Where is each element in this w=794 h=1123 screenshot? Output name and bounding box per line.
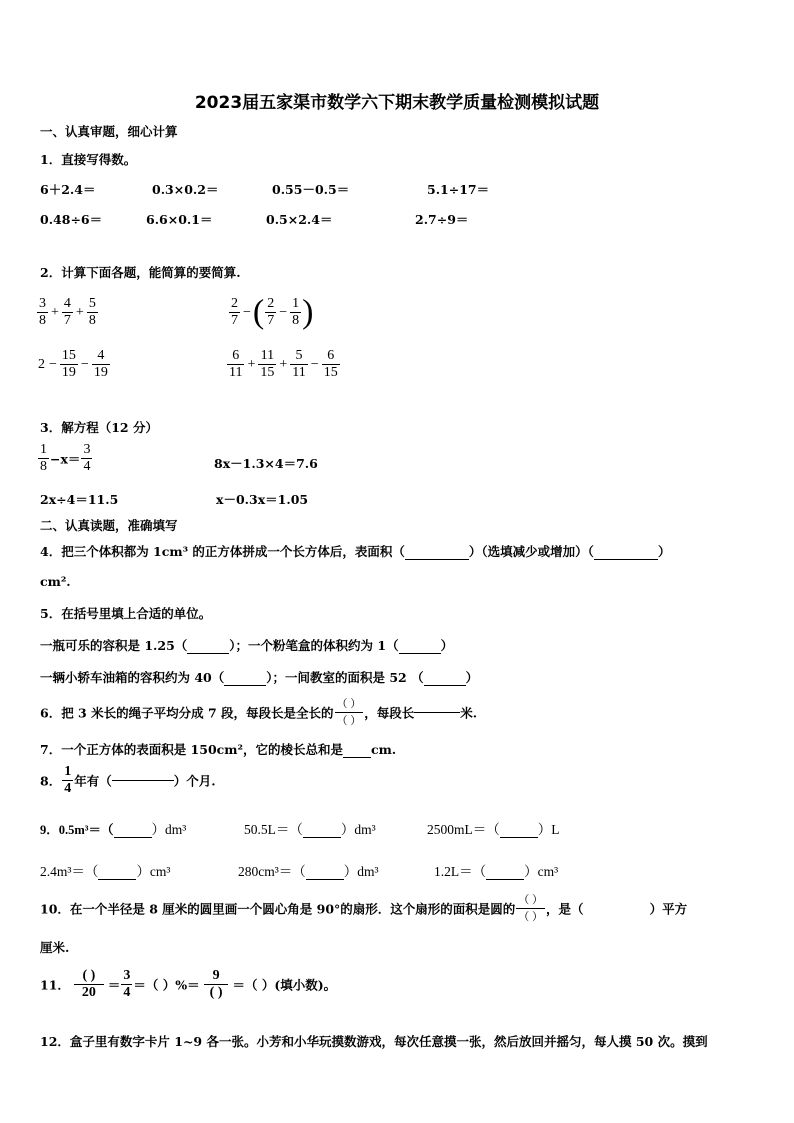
q5-heading: 5．在括号里填上合适的单位。 xyxy=(40,606,212,621)
fraction: $\frac{3}{4}$ xyxy=(83,442,91,474)
fraction: $\frac{3}{4}$ xyxy=(123,968,131,1000)
fraction: $\frac{11}{15}$ xyxy=(260,348,275,380)
fraction: $\frac{5}{11}$ xyxy=(292,348,306,380)
q4-line: 4．把三个体积都为 1cm³ 的正方体拼成一个长方体后，表面积（ ）（选填减少或增加）（ ） xyxy=(40,544,671,559)
q3-equation-2: 8x－1.3×4＝7.6 xyxy=(214,456,318,471)
section-heading-1: 一、认真审题，细心计算 xyxy=(40,124,178,139)
q1-item: 0.3×0.2＝ xyxy=(152,182,219,197)
q1-item: 6＋2.4＝ xyxy=(40,182,96,197)
q10-line: 10．在一个半径是 8 厘米的圆里画一个圆心角是 90°的扇形．这个扇形的面积是圆的 $\frac{( )}{( )}$ ，是（ ）平方 xyxy=(40,894,688,923)
answer-fraction[interactable]: $\frac{( )}{( )}$ xyxy=(336,698,362,727)
answer-blank[interactable] xyxy=(405,559,469,560)
q3-heading: 3．解方程（12 分） xyxy=(40,420,158,435)
answer-blank[interactable] xyxy=(187,653,229,654)
fraction: $\frac{5}{8}$ xyxy=(88,296,96,328)
q6-line: 6．把 3 米长的绳子平均分成 7 段，每段长是全长的 $\frac{( )}{( )}$ ，每段长 米. xyxy=(40,698,478,727)
q8-line: 8． $\frac{1}{4}$ 年有（ ）个月. xyxy=(40,764,216,796)
q7-line: 7．一个正方体的表面积是 150cm²，它的棱长总和是 cm. xyxy=(40,742,397,757)
answer-blank[interactable] xyxy=(306,879,344,880)
q10-unit: 厘米. xyxy=(40,940,70,955)
q9-item: 280cm³＝（ ）dm³ xyxy=(238,864,379,879)
fraction: $\frac{2}{7}$ xyxy=(267,296,275,328)
q2-heading: 2．计算下面各题，能简算的要简算. xyxy=(40,265,241,280)
q12-line: 12．盒子里有数字卡片 1~9 各一张。小芳和小华玩摸数游戏，每次任意摸一张，然后放回并摇匀，每人摸 50 次。摸到 xyxy=(40,1034,708,1049)
q1-item: 6.6×0.1＝ xyxy=(146,212,213,227)
answer-fraction[interactable]: $\frac{( )}{20}$ xyxy=(74,968,104,1001)
fraction: $\frac{15}{19}$ xyxy=(61,348,76,380)
fraction: $\frac{1}{8}$ xyxy=(292,296,300,328)
q2-expression-2: $\frac{2}{7}$ −( $\frac{2}{7}$ − $\frac{1}{8}$ ) xyxy=(231,293,314,331)
fraction: $\frac{1}{8}$ xyxy=(40,442,47,474)
q3-equation-1: $\frac{1}{8}$ −x＝ $\frac{3}{4}$ xyxy=(40,442,91,474)
q2-expression-3: 2 − $\frac{15}{19}$ − $\frac{4}{19}$ xyxy=(38,348,108,380)
q4-unit: cm². xyxy=(40,574,71,589)
q1-item: 2.7÷9＝ xyxy=(415,212,469,227)
q1-item: 0.48÷6＝ xyxy=(40,212,103,227)
answer-blank[interactable] xyxy=(594,559,658,560)
answer-fraction[interactable]: $\frac{9}{( )}$ xyxy=(204,968,229,1001)
q9-item: 2.4m³＝（ ）cm³ xyxy=(40,864,171,879)
fraction: $\frac{2}{7}$ xyxy=(231,296,238,328)
answer-blank[interactable] xyxy=(399,653,441,654)
fraction: $\frac{4}{19}$ xyxy=(93,348,108,380)
q3-equation-3: 2x÷4＝11.5 xyxy=(40,492,119,507)
fraction: $\frac{3}{8}$ xyxy=(39,296,46,328)
answer-fraction[interactable]: $\frac{( )}{( )}$ xyxy=(518,894,544,923)
answer-blank[interactable] xyxy=(98,879,136,880)
fraction: $\frac{6}{15}$ xyxy=(323,348,338,380)
answer-blank[interactable] xyxy=(414,712,460,713)
q1-item: 5.1÷17＝ xyxy=(427,182,490,197)
q3-equation-4: x－0.3x＝1.05 xyxy=(216,492,309,507)
q1-item: 0.55－0.5＝ xyxy=(272,182,350,197)
fraction: $\frac{4}{7}$ xyxy=(63,296,71,328)
fraction: $\frac{1}{4}$ xyxy=(64,764,72,796)
q1-item: 0.5×2.4＝ xyxy=(266,212,333,227)
q9-item: 50.5L＝（ ）dm³ xyxy=(244,822,376,837)
q2-expression-4: $\frac{6}{11}$ + $\frac{11}{15}$ + $\frac{5}{11}$ − $\frac{6}{15}$ xyxy=(229,348,338,380)
q9-item: 9．0.5m³＝（ ）dm³ xyxy=(40,822,187,837)
answer-blank[interactable] xyxy=(343,757,371,758)
q5-line-1: 一瓶可乐的容积是 1.25（ ）；一个粉笔盒的体积约为 1（ ） xyxy=(40,638,454,653)
page-title: 2023届五家渠市数学六下期末教学质量检测模拟试题 xyxy=(194,93,600,113)
q9-item: 2500mL＝（ ）L xyxy=(427,822,560,837)
answer-blank[interactable] xyxy=(224,685,266,686)
answer-blank[interactable] xyxy=(486,879,524,880)
answer-blank[interactable] xyxy=(112,780,174,781)
answer-blank[interactable] xyxy=(303,837,341,838)
q11-line: 11． $\frac{( )}{20}$ ＝ $\frac{3}{4}$ ＝（ ）%＝ $\frac{9}{( )}$ ＝（ ）(填小数)。 xyxy=(40,968,337,1000)
answer-blank[interactable] xyxy=(424,685,466,686)
section-heading-2: 二、认真读题，准确填写 xyxy=(40,518,178,533)
q5-line-2: 一辆小轿车油箱的容积约为 40（ ）；一间教室的面积是 52 （ ） xyxy=(40,670,479,685)
answer-blank[interactable] xyxy=(500,837,538,838)
q1-heading: 1．直接写得数。 xyxy=(40,152,137,167)
q2-expression-1: $\frac{3}{8}$ + $\frac{4}{7}$ + $\frac{5}{8}$ xyxy=(39,296,96,328)
answer-blank[interactable] xyxy=(114,837,152,838)
q9-item: 1.2L＝（ ）cm³ xyxy=(434,864,559,879)
fraction: $\frac{6}{11}$ xyxy=(229,348,243,380)
